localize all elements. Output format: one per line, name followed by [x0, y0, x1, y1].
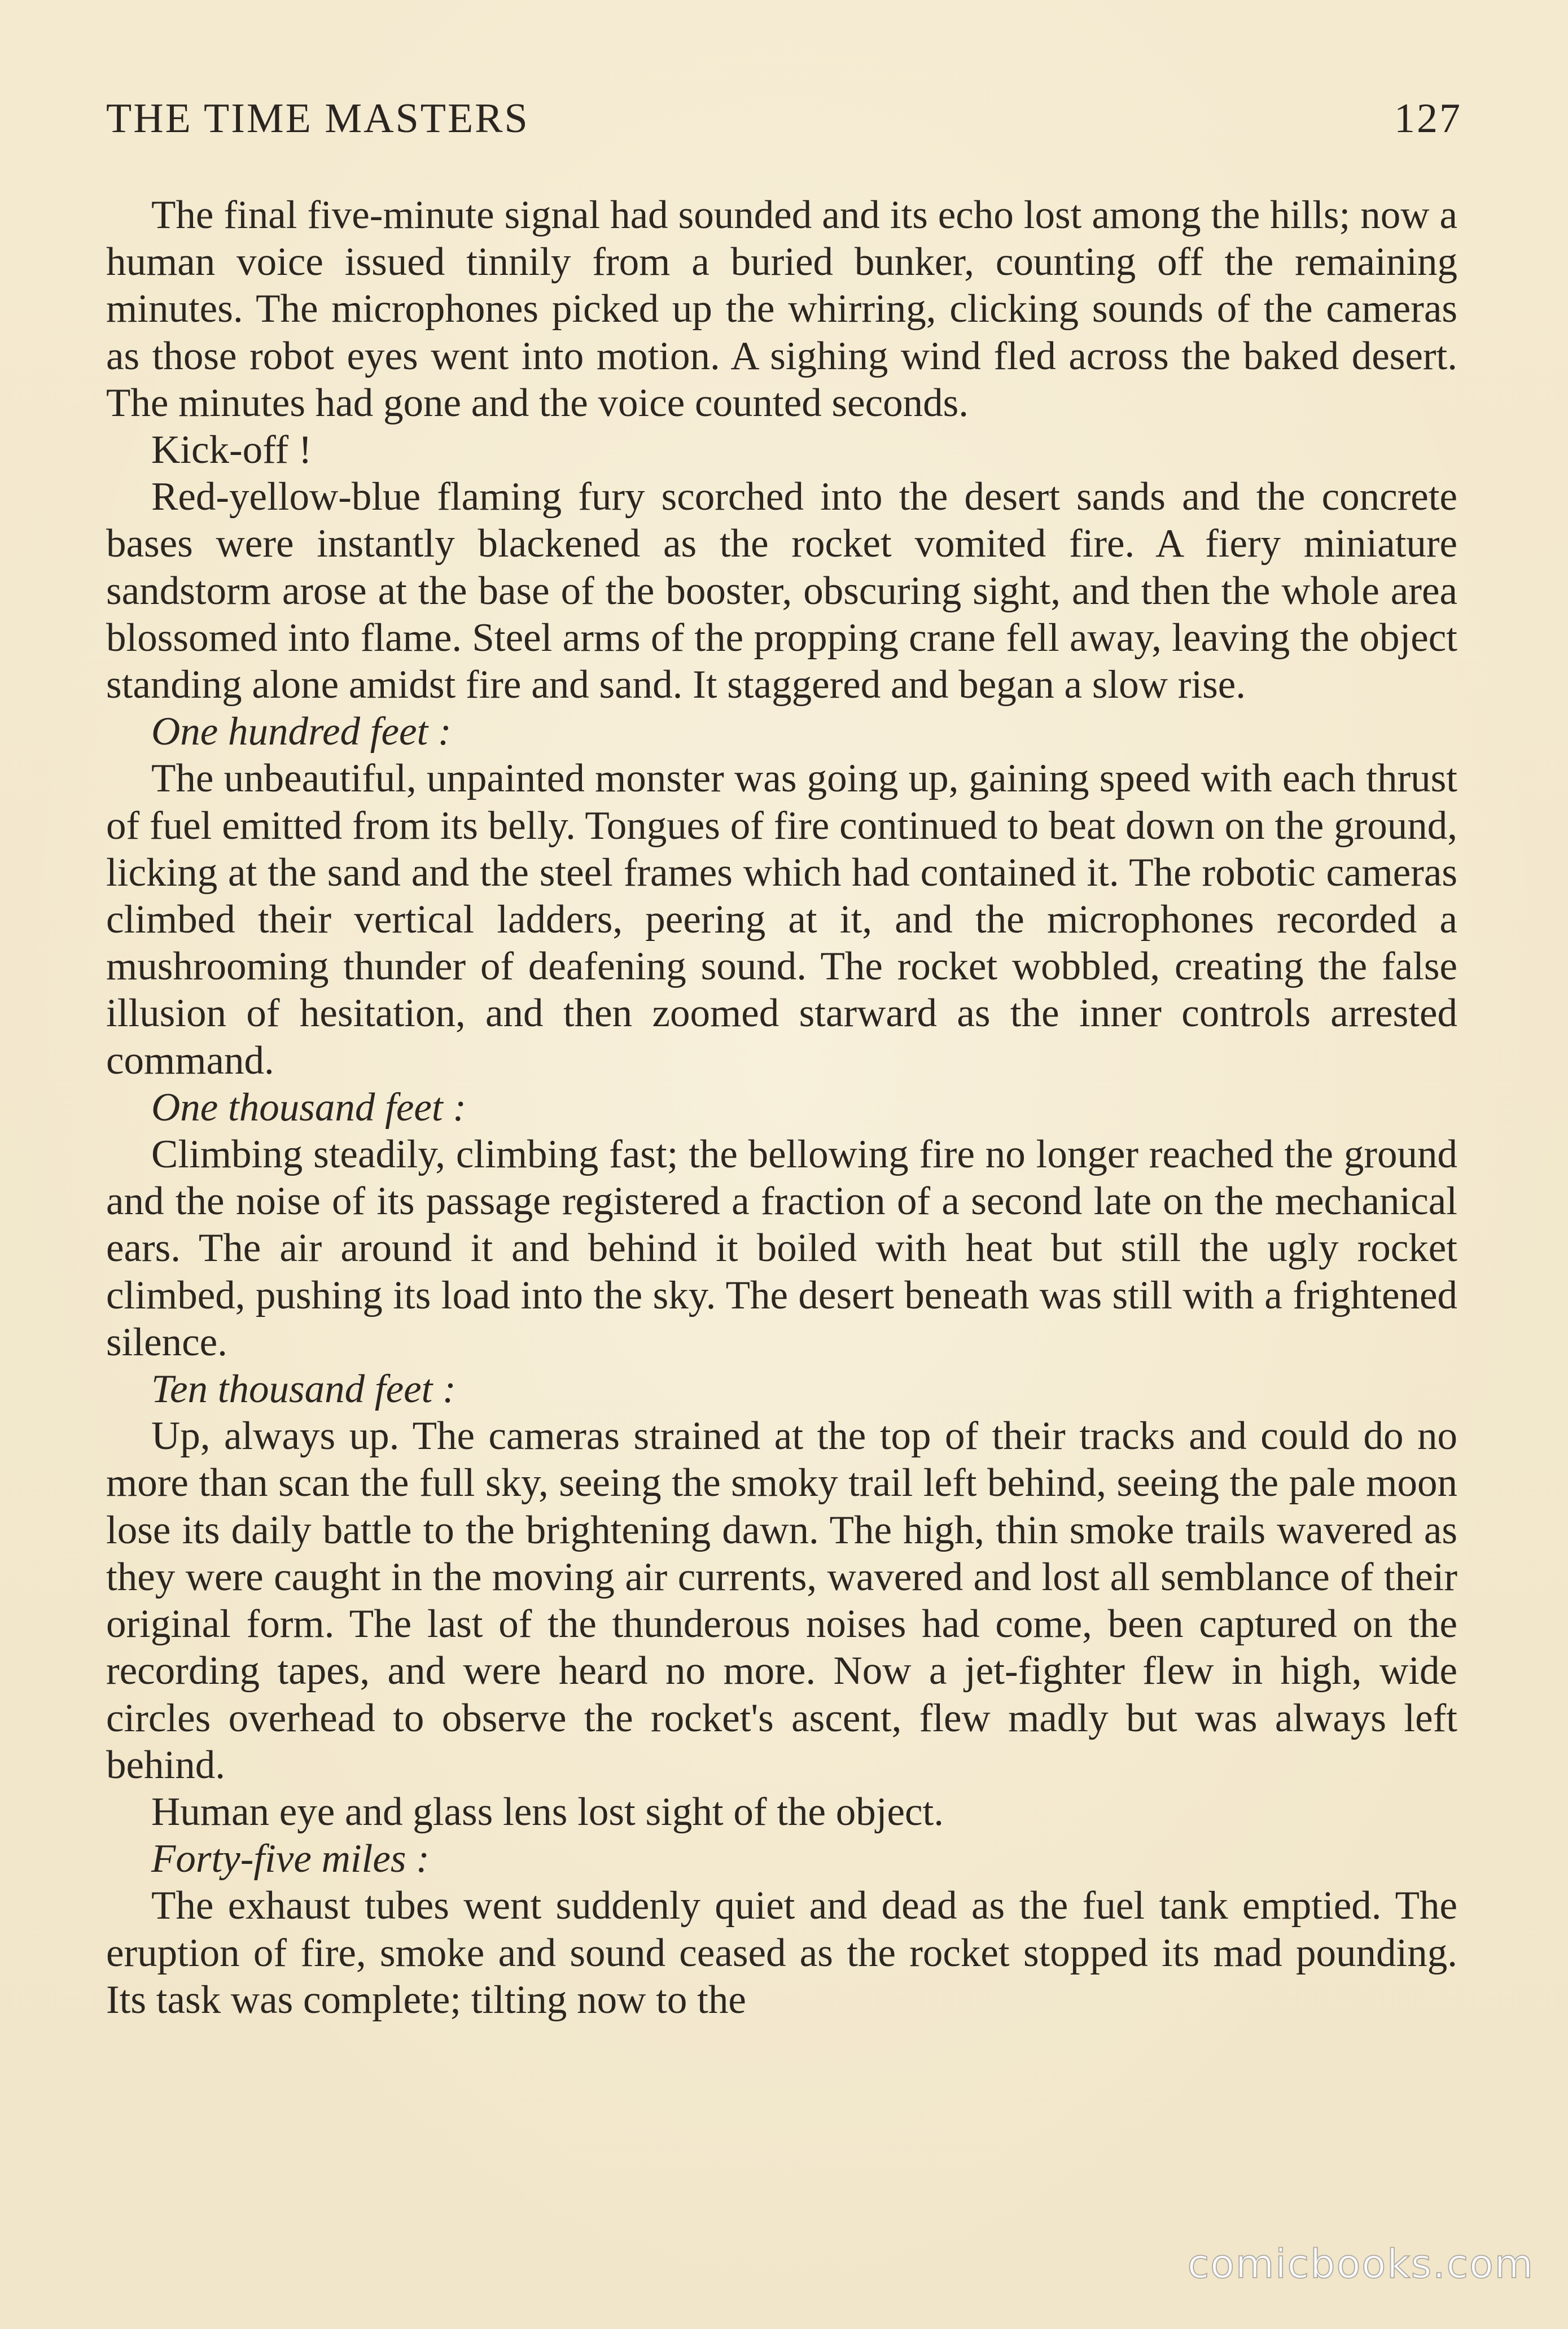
running-head: [106, 95, 1462, 146]
paragraph: Red-yellow-blue flaming fury scorched into the desert sands and the concrete bases were instantly blackened as the rocket vomited fire. A fiery miniature sandstorm arose at the base of the booster, obscuring sight, and then the whole area blossomed into flame. Steel arms of the propping crane fell away, leaving the object standing alone amidst fire and sand. It staggered and began a slow rise.: [106, 475, 1457, 707]
paragraph: The exhaust tubes went suddenly quiet and dead as the fuel tank emptied. The eruption of fire, smoke and sound ceased as the rocket stopped its mad pounding. Its task was complete; tilting now to the: [106, 1884, 1457, 2022]
section-heading: One thousand feet :: [151, 1085, 467, 1130]
paragraph: Human eye and glass lens lost sight of the object.: [151, 1789, 944, 1834]
paragraph: Kick-off !: [151, 428, 312, 472]
paragraph: The final five-minute signal had sounded and its echo lost among the hills; now a human voice issued tinnily from a buried bunker, counting off the remaining minutes. The microphones picked up the whirring, clicking sounds of the cameras as those robot eyes went into motion. A sighing wind fled across the baked desert. The minutes had gone and the voice counted seconds.: [106, 193, 1457, 425]
paragraph: Up, always up. The cameras strained at the top of their tracks and could do no more than scan the full sky, seeing the smoky trail left behind, seeing the pale moon lose its daily battle to the brightening dawn. The high, thin smoke trails wavered as they were caught in the moving air currents, wavered and lost all semblance of their original form. The last of the thunderous noises had come, been captured on the recording tapes, and were heard no more. Now a jet-fighter flew in high, wide circles overhead to observe the rocket's ascent, flew madly but was always left behind.: [106, 1414, 1457, 1787]
section-heading: One hundred feet :: [151, 710, 452, 754]
running-title: THE TIME MASTERS: [106, 95, 529, 142]
paragraph: The unbeautiful, unpainted monster was going up, gaining speed with each thrust of fuel emitted from its belly. Tongues of fire continued to beat down on the ground, licking at the sand and the steel frames which had contained it. The robotic cameras climbed their vertical ladders, peering at it, and the microphones recorded a mushrooming thunder of deafening sound. The rocket wobbled, creating the false illusion of hesitation, and then zoomed starward as the inner controls arrested command.: [106, 756, 1457, 1083]
section-heading: Ten thousand feet :: [151, 1367, 456, 1412]
page-number: 127: [1394, 95, 1462, 142]
watermark: comicbooks.com: [1187, 2241, 1534, 2287]
section-heading: Forty-five miles :: [151, 1837, 430, 1881]
body-text: [106, 192, 1457, 2024]
paragraph: Climbing steadily, climbing fast; the bellowing fire no longer reached the ground and the noise of its passage registered a fraction of a second late on the mechanical ears. The air around it and behind it boiled with heat but still the ugly rocket climbed, pushing its load into the sky. The desert beneath was still with a frightened silence.: [106, 1132, 1457, 1364]
